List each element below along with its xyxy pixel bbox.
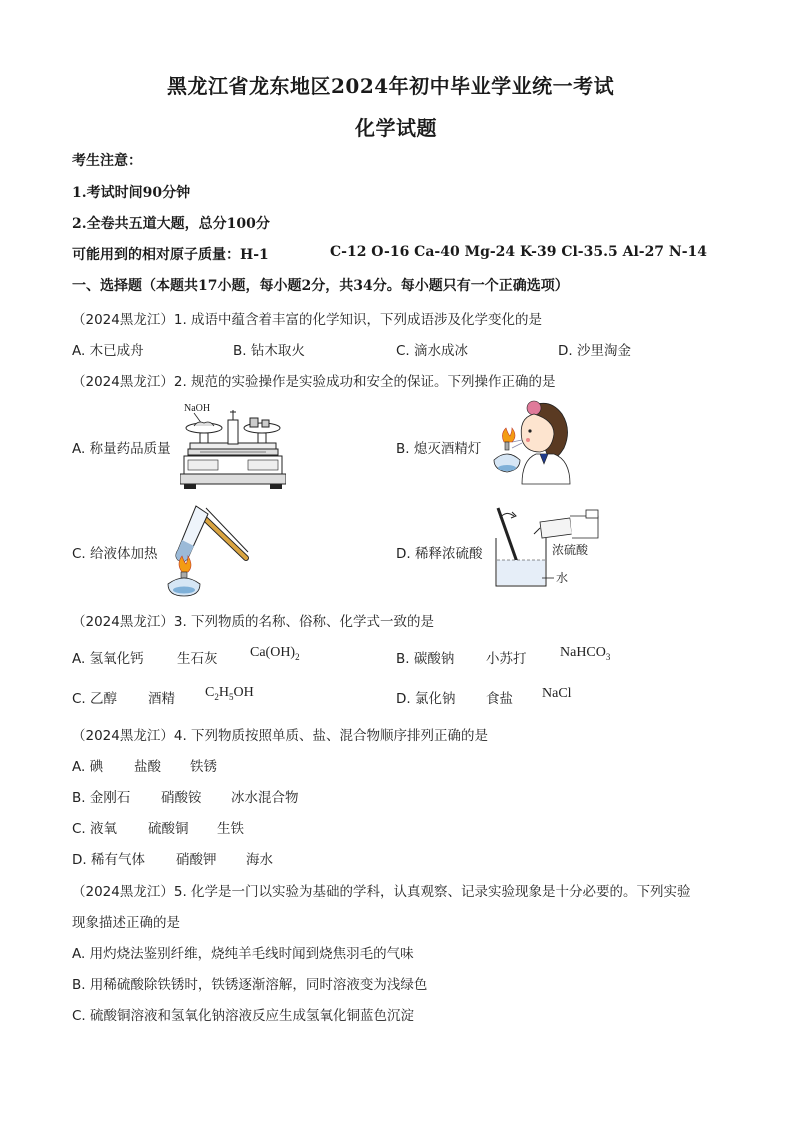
q5-option-b: B. 用稀硫酸除铁锈时，铁锈逐渐溶解，同时溶液变为浅绿色 xyxy=(72,977,428,993)
q2-option-b: B. 熄灭酒精灯 xyxy=(396,441,482,457)
q4-option-a-2: 盐酸 xyxy=(134,759,161,775)
q5-stem-line-1: （2024黑龙江）5. 化学是一门以实验为基础的学科，认真观察、记录实验现象是十分必要的。下列实验 xyxy=(72,884,691,900)
q3-stem: （2024黑龙江）3. 下列物质的名称、俗称、化学式一致的是 xyxy=(72,614,435,630)
q3-option-b-name: B. 碳酸钠 xyxy=(396,651,455,667)
q4-stem: （2024黑龙江）4. 下列物质按照单质、盐、混合物顺序排列正确的是 xyxy=(72,728,489,744)
balance-figure xyxy=(180,398,286,490)
notes-item-2: 2.全卷共五道大题，总分100分 xyxy=(72,216,270,232)
q3-option-a-common: 生石灰 xyxy=(177,651,218,667)
q4-option-d-1: D. 稀有气体 xyxy=(72,852,145,868)
q1-stem: （2024黑龙江）1. 成语中蕴含着丰富的化学知识，下列成语涉及化学变化的是 xyxy=(72,312,543,328)
atomic-masses-values: C-12 O-16 Ca-40 Mg-24 K-39 Cl-35.5 Al-27 N-14 xyxy=(330,244,708,260)
q5-option-a: A. 用灼烧法鉴别纤维，烧纯羊毛线时闻到烧焦羽毛的气味 xyxy=(72,946,414,962)
q3-option-a-name: A. 氢氧化钙 xyxy=(72,651,144,667)
q4-option-a-1: A. 碘 xyxy=(72,759,104,775)
q3-option-d-name: D. 氯化钠 xyxy=(396,691,456,707)
blowing-lamp-figure xyxy=(488,398,580,490)
q3-option-b-common: 小苏打 xyxy=(486,651,527,667)
q3-option-c-name: C. 乙醇 xyxy=(72,691,118,707)
q4-option-d-2: 硝酸钾 xyxy=(176,852,217,868)
q4-option-a-3: 铁锈 xyxy=(190,759,217,775)
q4-option-d-3: 海水 xyxy=(246,852,273,868)
section-heading: 一、选择题（本题共17小题，每小题2分，共34分。每小题只有一个正确选项） xyxy=(72,278,569,294)
q2-option-d: D. 稀释浓硫酸 xyxy=(396,546,483,562)
q5-stem-line-2: 现象描述正确的是 xyxy=(72,915,180,931)
heating-liquid-figure xyxy=(160,502,252,598)
q4-option-b-3: 冰水混合物 xyxy=(231,790,299,806)
notes-item-1: 1.考试时间90分钟 xyxy=(72,185,191,201)
exam-title: 黑龙江省龙东地区2024年初中毕业学业统一考试 xyxy=(167,74,615,98)
diluting-acid-figure xyxy=(490,504,602,592)
atomic-masses-label: 可能用到的相对原子质量：H-1 xyxy=(72,247,269,263)
q4-option-b-2: 硝酸铵 xyxy=(161,790,202,806)
q4-option-c-1: C. 液氧 xyxy=(72,821,118,837)
exam-subtitle: 化学试题 xyxy=(355,116,437,140)
acid-label: 浓硫酸 xyxy=(552,543,589,557)
notes-heading: 考生注意： xyxy=(72,153,142,169)
q2-option-a: A. 称量药品质量 xyxy=(72,441,171,457)
q4-option-c-2: 硫酸铜 xyxy=(148,821,189,837)
q2-stem: （2024黑龙江）2. 规范的实验操作是实验成功和安全的保证。下列操作正确的是 xyxy=(72,374,556,390)
q4-option-b-1: B. 金刚石 xyxy=(72,790,131,806)
q3-option-a-formula: $Ca(OH)_2$ xyxy=(250,645,300,662)
q1-option-d: D. 沙里淘金 xyxy=(558,343,631,359)
q3-option-d-common: 食盐 xyxy=(486,691,513,707)
q3-option-c-formula: $C_2H_5OH$ xyxy=(205,685,254,702)
q3-option-d-formula: NaCl xyxy=(542,686,572,701)
q3-option-b-formula: NaHCO$_3$ xyxy=(560,645,611,662)
q2-option-c: C. 给液体加热 xyxy=(72,546,158,562)
q1-option-b: B. 钻木取火 xyxy=(233,343,305,359)
q1-option-c: C. 滴水成冰 xyxy=(396,343,469,359)
naoh-label: NaOH xyxy=(184,403,211,414)
q4-option-c-3: 生铁 xyxy=(217,821,244,837)
water-label: 水 xyxy=(556,571,569,585)
q1-option-a: A. 木已成舟 xyxy=(72,343,144,359)
q5-option-c: C. 硫酸铜溶液和氢氧化钠溶液反应生成氢氧化铜蓝色沉淀 xyxy=(72,1008,415,1024)
q3-option-c-common: 酒精 xyxy=(148,691,175,707)
